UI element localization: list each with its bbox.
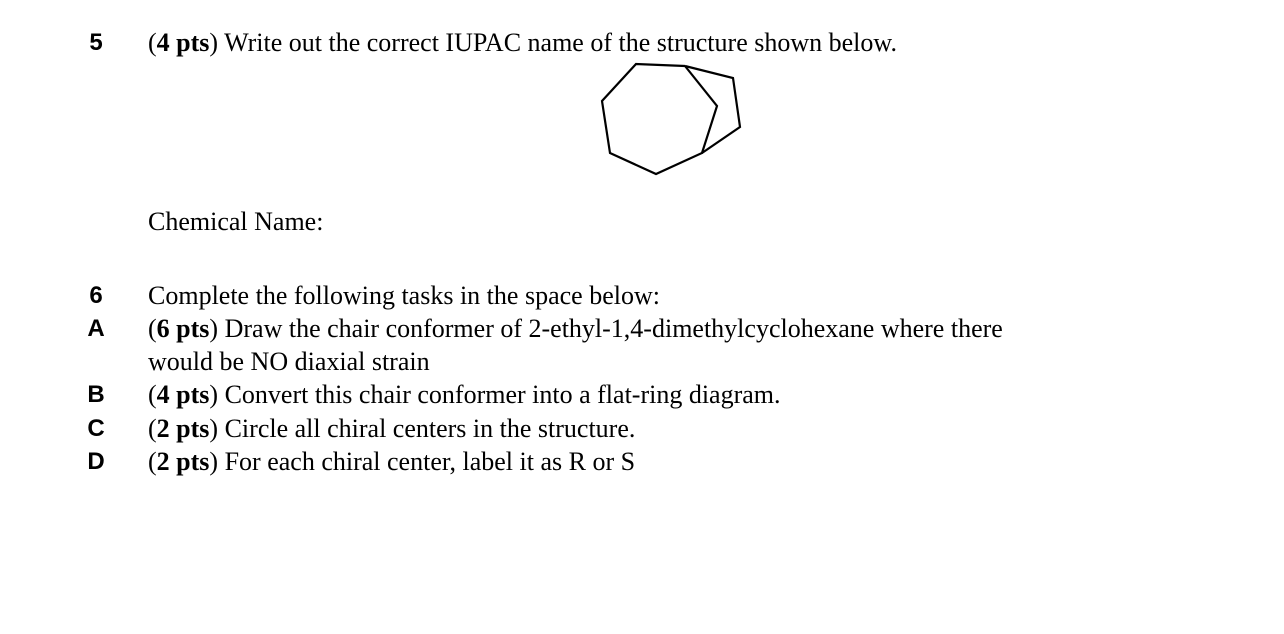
question-number-5: 5 bbox=[89, 29, 103, 56]
points-badge: 2 pts bbox=[156, 447, 210, 476]
question-5-prompt bbox=[148, 28, 897, 58]
question-number-6: 6 bbox=[89, 282, 103, 309]
part-c-text: (2 pts) Circle all chiral centers in the structure. bbox=[148, 414, 636, 443]
points-badge: 6 pts bbox=[156, 314, 210, 343]
part-a-text: (6 pts) Draw the chair conformer of 2-ethyl-1,4-dimethylcyclohexane where there bbox=[148, 314, 1003, 343]
points-badge: 2 pts bbox=[156, 414, 210, 443]
part-a-line1: Draw the chair conformer of 2-ethyl-1,4-dimethylcyclohexane where there bbox=[218, 314, 1003, 343]
ring-bond-path bbox=[602, 64, 717, 174]
part-b-text: (4 pts) Convert this chair conformer into a flat-ring diagram. bbox=[148, 380, 781, 409]
part-letter-c: C bbox=[87, 415, 105, 442]
bridge-bond-path bbox=[685, 66, 740, 153]
part-d-text: (2 pts) For each chiral center, label it as R or S bbox=[148, 447, 636, 476]
chemical-name-label: Chemical Name: bbox=[148, 207, 324, 236]
part-letter-d: D bbox=[87, 448, 105, 475]
part-a-line2: would be NO diaxial strain bbox=[148, 347, 430, 376]
question-5-text: Write out the correct IUPAC name of the structure shown below. bbox=[218, 28, 897, 57]
bicyclic-structure-diagram bbox=[590, 58, 750, 183]
part-d-body: For each chiral center, label it as R or S bbox=[218, 447, 636, 476]
points-badge: 4 pts bbox=[156, 380, 210, 409]
paren-open: ( bbox=[148, 28, 157, 57]
paren-close: ) bbox=[209, 28, 219, 57]
part-c-body: Circle all chiral centers in the structure. bbox=[218, 414, 636, 443]
question-6-intro: Complete the following tasks in the space below: bbox=[148, 281, 660, 310]
part-b-body: Convert this chair conformer into a flat-ring diagram. bbox=[218, 380, 781, 409]
part-letter-b: B bbox=[87, 381, 105, 408]
points-badge: 4 pts bbox=[156, 28, 210, 57]
part-letter-a: A bbox=[87, 315, 105, 342]
